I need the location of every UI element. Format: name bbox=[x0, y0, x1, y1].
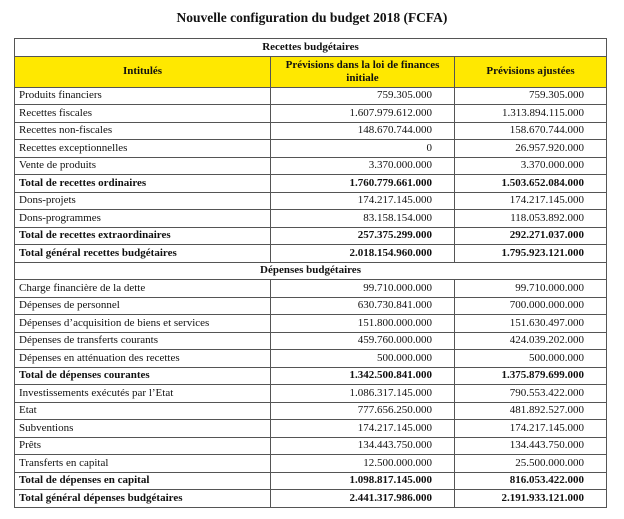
table-row bbox=[15, 280, 607, 298]
prevision-initiale-cell: 174.217.145.000 bbox=[271, 192, 455, 210]
header-previsions-ajustees: Prévisions ajustées bbox=[455, 56, 607, 87]
table-row bbox=[15, 350, 607, 368]
total-row bbox=[15, 367, 607, 385]
table-row bbox=[15, 210, 607, 228]
prevision-initiale-cell: 2.018.154.960.000 bbox=[271, 245, 455, 263]
row-label: Charge financière de la dette bbox=[15, 280, 271, 298]
prevision-ajustee-cell: 134.443.750.000 bbox=[455, 437, 607, 455]
prevision-ajustee-cell: 700.000.000.000 bbox=[455, 297, 607, 315]
prevision-ajustee-cell: 174.217.145.000 bbox=[455, 192, 607, 210]
row-label: Recettes fiscales bbox=[15, 105, 271, 123]
row-label: Transferts en capital bbox=[15, 455, 271, 473]
row-label: Dépenses de transferts courants bbox=[15, 332, 271, 350]
prevision-ajustee-cell: 1.503.652.084.000 bbox=[455, 175, 607, 193]
table-row bbox=[15, 315, 607, 333]
row-label: Dépenses en atténuation des recettes bbox=[15, 350, 271, 368]
prevision-ajustee-cell: 481.892.527.000 bbox=[455, 402, 607, 420]
table-row bbox=[15, 437, 607, 455]
table-row bbox=[15, 192, 607, 210]
prevision-ajustee-cell: 26.957.920.000 bbox=[455, 140, 607, 158]
row-label: Total de recettes ordinaires bbox=[15, 175, 271, 193]
row-label: Recettes exceptionnelles bbox=[15, 140, 271, 158]
header-previsions-loi: Prévisions dans la loi de finances initiale bbox=[271, 56, 455, 87]
row-label: Total général dépenses budgétaires bbox=[15, 490, 271, 508]
prevision-initiale-cell: 174.217.145.000 bbox=[271, 420, 455, 438]
prevision-ajustee-cell: 3.370.000.000 bbox=[455, 157, 607, 175]
prevision-initiale-cell: 1.760.779.661.000 bbox=[271, 175, 455, 193]
prevision-ajustee-cell: 2.191.933.121.000 bbox=[455, 490, 607, 508]
row-label: Subventions bbox=[15, 420, 271, 438]
total-row bbox=[15, 490, 607, 508]
row-label: Total général recettes budgétaires bbox=[15, 245, 271, 263]
prevision-ajustee-cell: 99.710.000.000 bbox=[455, 280, 607, 298]
page-title: Nouvelle configuration du budget 2018 (FCFA) bbox=[176, 10, 448, 25]
row-label: Total de recettes extraordinaires bbox=[15, 227, 271, 245]
prevision-ajustee-cell: 1.375.879.699.000 bbox=[455, 367, 607, 385]
total-row bbox=[15, 227, 607, 245]
prevision-initiale-cell: 459.760.000.000 bbox=[271, 332, 455, 350]
prevision-initiale-cell: 630.730.841.000 bbox=[271, 297, 455, 315]
prevision-initiale-cell: 148.670.744.000 bbox=[271, 122, 455, 140]
total-row bbox=[15, 175, 607, 193]
section-title-recettes: Recettes budgétaires bbox=[15, 39, 607, 57]
prevision-ajustee-cell: 118.053.892.000 bbox=[455, 210, 607, 228]
prevision-ajustee-cell: 292.271.037.000 bbox=[455, 227, 607, 245]
prevision-ajustee-cell: 790.553.422.000 bbox=[455, 385, 607, 403]
row-label: Dons-projets bbox=[15, 192, 271, 210]
table-row bbox=[15, 140, 607, 158]
prevision-initiale-cell: 134.443.750.000 bbox=[271, 437, 455, 455]
prevision-ajustee-cell: 759.305.000 bbox=[455, 87, 607, 105]
prevision-initiale-cell: 12.500.000.000 bbox=[271, 455, 455, 473]
header-intitules: Intitulés bbox=[15, 56, 271, 87]
prevision-ajustee-cell: 151.630.497.000 bbox=[455, 315, 607, 333]
table-row bbox=[15, 420, 607, 438]
row-label: Total de dépenses courantes bbox=[15, 367, 271, 385]
row-label: Produits financiers bbox=[15, 87, 271, 105]
table-row bbox=[15, 455, 607, 473]
prevision-ajustee-cell: 424.039.202.000 bbox=[455, 332, 607, 350]
total-row bbox=[15, 472, 607, 490]
prevision-initiale-cell: 1.342.500.841.000 bbox=[271, 367, 455, 385]
prevision-ajustee-cell: 500.000.000 bbox=[455, 350, 607, 368]
row-label: Prêts bbox=[15, 437, 271, 455]
prevision-initiale-cell: 0 bbox=[271, 140, 455, 158]
table-row bbox=[15, 157, 607, 175]
budget-table bbox=[14, 38, 607, 508]
prevision-ajustee-cell: 1.795.923.121.000 bbox=[455, 245, 607, 263]
table-row bbox=[15, 385, 607, 403]
total-row bbox=[15, 245, 607, 263]
prevision-ajustee-cell: 25.500.000.000 bbox=[455, 455, 607, 473]
prevision-ajustee-cell: 1.313.894.115.000 bbox=[455, 105, 607, 123]
prevision-initiale-cell: 1.607.979.612.000 bbox=[271, 105, 455, 123]
prevision-initiale-cell: 3.370.000.000 bbox=[271, 157, 455, 175]
table-row bbox=[15, 297, 607, 315]
prevision-ajustee-cell: 158.670.744.000 bbox=[455, 122, 607, 140]
table-row bbox=[15, 87, 607, 105]
section-row-recettes bbox=[15, 39, 607, 57]
row-label: Dépenses de personnel bbox=[15, 297, 271, 315]
section-row-depenses bbox=[15, 262, 607, 280]
table-row bbox=[15, 105, 607, 123]
row-label: Etat bbox=[15, 402, 271, 420]
prevision-initiale-cell: 1.098.817.145.000 bbox=[271, 472, 455, 490]
prevision-initiale-cell: 99.710.000.000 bbox=[271, 280, 455, 298]
prevision-initiale-cell: 151.800.000.000 bbox=[271, 315, 455, 333]
prevision-initiale-cell: 1.086.317.145.000 bbox=[271, 385, 455, 403]
row-label: Dépenses d’acquisition de biens et services bbox=[15, 315, 271, 333]
budget-table-body bbox=[15, 39, 607, 508]
prevision-initiale-cell: 777.656.250.000 bbox=[271, 402, 455, 420]
prevision-ajustee-cell: 174.217.145.000 bbox=[455, 420, 607, 438]
row-label: Total de dépenses en capital bbox=[15, 472, 271, 490]
prevision-initiale-cell: 257.375.299.000 bbox=[271, 227, 455, 245]
prevision-initiale-cell: 759.305.000 bbox=[271, 87, 455, 105]
section-title-depenses: Dépenses budgétaires bbox=[15, 262, 607, 280]
table-row bbox=[15, 332, 607, 350]
header-row bbox=[15, 56, 607, 87]
table-row bbox=[15, 122, 607, 140]
prevision-initiale-cell: 500.000.000 bbox=[271, 350, 455, 368]
row-label: Recettes non-fiscales bbox=[15, 122, 271, 140]
prevision-initiale-cell: 83.158.154.000 bbox=[271, 210, 455, 228]
row-label: Investissements exécutés par l’Etat bbox=[15, 385, 271, 403]
row-label: Vente de produits bbox=[15, 157, 271, 175]
table-row bbox=[15, 402, 607, 420]
prevision-ajustee-cell: 816.053.422.000 bbox=[455, 472, 607, 490]
row-label: Dons-programmes bbox=[15, 210, 271, 228]
prevision-initiale-cell: 2.441.317.986.000 bbox=[271, 490, 455, 508]
